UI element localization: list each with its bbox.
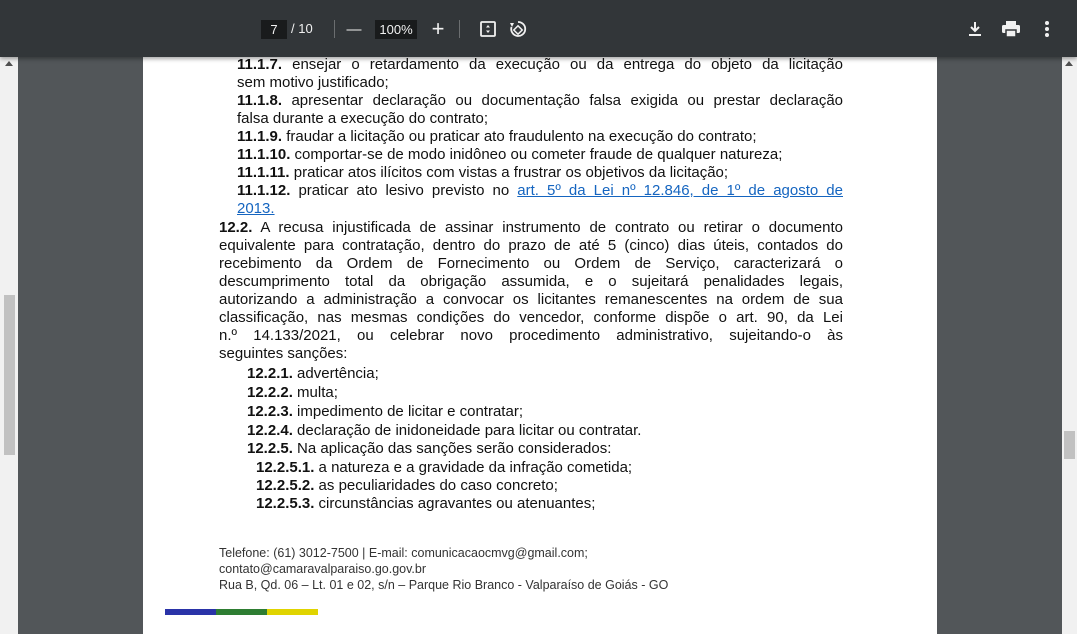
doc-list-item: 12.2.5.2. as peculiaridades do caso concreto; bbox=[256, 477, 558, 494]
footer-email: contato@camaravalparaiso.go.gov.br bbox=[219, 562, 427, 576]
footer-bar-blue bbox=[165, 609, 216, 615]
scrollbar-thumb[interactable] bbox=[4, 295, 15, 455]
doc-list-item: 12.2.5.1. a natureza e a gravidade da infração cometida; bbox=[256, 459, 633, 476]
toolbar-divider bbox=[459, 20, 460, 38]
footer-bar-yellow bbox=[267, 609, 318, 615]
doc-line: 11.1.12. praticar ato lesivo previsto no art. 5º da Lei nº 12.846, de 1º de agosto de bbox=[237, 182, 843, 199]
zoom-input[interactable]: 100% bbox=[375, 20, 417, 39]
zoom-in-button[interactable]: + bbox=[431, 16, 445, 41]
right-scrollbar[interactable] bbox=[1062, 57, 1077, 634]
doc-list-item: 12.2.5. Na aplicação das sanções serão considerados: bbox=[247, 440, 612, 457]
doc-paragraph-line: classificação, nas mesmas condições do vencedor, conforme dispõe o art. 90, da Lei bbox=[219, 309, 843, 326]
doc-line: falsa durante a execução do contrato; bbox=[237, 110, 489, 127]
doc-paragraph-line: equivalente para contratação, dentro do prazo de até 5 (cinco) dias úteis, contados do bbox=[219, 237, 843, 254]
doc-line: 11.1.10. comportar-se de modo inidôneo ou cometer fraude de qualquer natureza; bbox=[237, 146, 783, 163]
download-icon bbox=[966, 20, 984, 38]
doc-list-item: 12.2.4. declaração de inidoneidade para licitar ou contratar. bbox=[247, 422, 642, 439]
doc-list-item: 12.2.5.3. circunstâncias agravantes ou atenuantes; bbox=[256, 495, 596, 512]
scroll-up-arrow-icon[interactable] bbox=[1065, 61, 1073, 66]
toolbar-divider bbox=[334, 20, 335, 38]
footer-bar-green bbox=[216, 609, 267, 615]
doc-line: sem motivo justificado; bbox=[237, 74, 389, 91]
left-scrollbar[interactable] bbox=[0, 57, 18, 634]
doc-line: 11.1.7. ensejar o retardamento da execução ou da entrega do objeto da licitação bbox=[237, 57, 843, 73]
rotate-button[interactable] bbox=[507, 18, 529, 40]
doc-paragraph-line: autorizando a administração a convocar os licitantes remanescentes na ordem de sua bbox=[219, 291, 843, 308]
doc-line: 11.1.11. praticar atos ilícitos com vistas a frustrar os objetivos da licitação; bbox=[237, 164, 729, 181]
doc-list-item: 12.2.2. multa; bbox=[247, 384, 338, 401]
law-link[interactable]: 2013. bbox=[237, 200, 275, 217]
download-button[interactable] bbox=[964, 18, 986, 40]
print-button[interactable] bbox=[1000, 18, 1022, 40]
doc-line bbox=[237, 200, 275, 218]
fit-page-icon bbox=[479, 20, 497, 38]
doc-list-item: 12.2.1. advertência; bbox=[247, 365, 379, 382]
zoom-out-button[interactable]: — bbox=[346, 20, 362, 38]
doc-line: 11.1.8. apresentar declaração ou documentação falsa exigida ou prestar declaração bbox=[237, 92, 843, 109]
doc-paragraph-line: descumprimento total da obrigação assumida, e o sujeitará penalidades legais, bbox=[219, 273, 843, 290]
rotate-icon bbox=[508, 19, 528, 39]
print-icon bbox=[1001, 20, 1021, 38]
footer-contact: Telefone: (61) 3012-7500 | E-mail: comunicacaocmvg@gmail.com; bbox=[219, 546, 588, 560]
doc-paragraph-line: 12.2. A recusa injustificada de assinar instrumento de contrato ou retirar o documento bbox=[219, 219, 843, 236]
more-actions-button[interactable] bbox=[1036, 18, 1058, 40]
page-number-input[interactable]: 7 bbox=[261, 20, 287, 39]
law-link[interactable]: art. 5º da Lei nº 12.846, de 1º de agosto de bbox=[517, 182, 843, 199]
page-total: / 10 bbox=[291, 21, 313, 36]
scroll-up-arrow-icon[interactable] bbox=[5, 61, 13, 66]
pdf-toolbar bbox=[0, 0, 1077, 57]
doc-list-item: 12.2.3. impedimento de licitar e contratar; bbox=[247, 403, 523, 420]
doc-paragraph-line: recebimento da Ordem de Fornecimento ou Ordem de Serviço, caracterizará o bbox=[219, 255, 843, 272]
pdf-viewer[interactable] bbox=[0, 57, 1077, 634]
scrollbar-thumb[interactable] bbox=[1064, 431, 1075, 459]
doc-paragraph-line: seguintes sanções: bbox=[219, 345, 348, 362]
doc-paragraph-line: n.º 14.133/2021, ou celebrar novo procedimento administrativo, sujeitando-o às bbox=[219, 327, 843, 344]
doc-line: 11.1.9. fraudar a licitação ou praticar ato fraudulento na execução do contrato; bbox=[237, 128, 757, 145]
document-page bbox=[143, 57, 937, 634]
footer-address: Rua B, Qd. 06 – Lt. 01 e 02, s/n – Parque Rio Branco - Valparaíso de Goiás - GO bbox=[219, 578, 669, 592]
fit-page-button[interactable] bbox=[477, 18, 499, 40]
more-icon bbox=[1044, 20, 1050, 38]
